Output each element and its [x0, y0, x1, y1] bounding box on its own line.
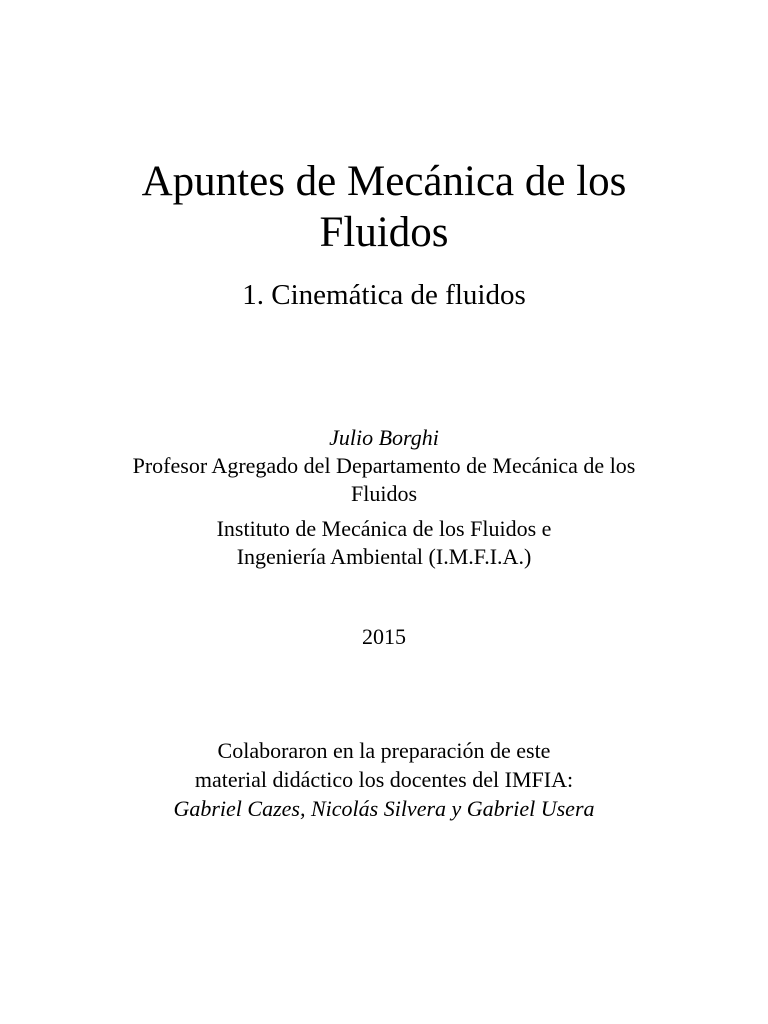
author-position-line-1: Profesor Agregado del Departamento de Mecánica de los: [132, 453, 636, 478]
author-position-line-2: Fluidos: [350, 481, 418, 506]
collaborators-line-1: Colaboraron en la preparación de este: [217, 738, 551, 763]
subtitle: 1. Cinemática de fluidos: [242, 279, 526, 311]
year: 2015: [362, 624, 406, 649]
institute-line-2: Ingeniería Ambiental (I.M.F.I.A.): [236, 544, 532, 569]
title-line-2: Fluidos: [319, 209, 449, 256]
institute-line-1: Instituto de Mecánica de los Fluidos e: [216, 516, 552, 541]
title-line-1: Apuntes de Mecánica de los: [141, 158, 627, 205]
author-name: Julio Borghi: [329, 425, 439, 450]
collaborators-names: Gabriel Cazes, Nicolás Silvera y Gabriel Usera: [173, 796, 595, 821]
collaborators-line-2: material didáctico los docentes del IMFIA:: [194, 767, 574, 792]
